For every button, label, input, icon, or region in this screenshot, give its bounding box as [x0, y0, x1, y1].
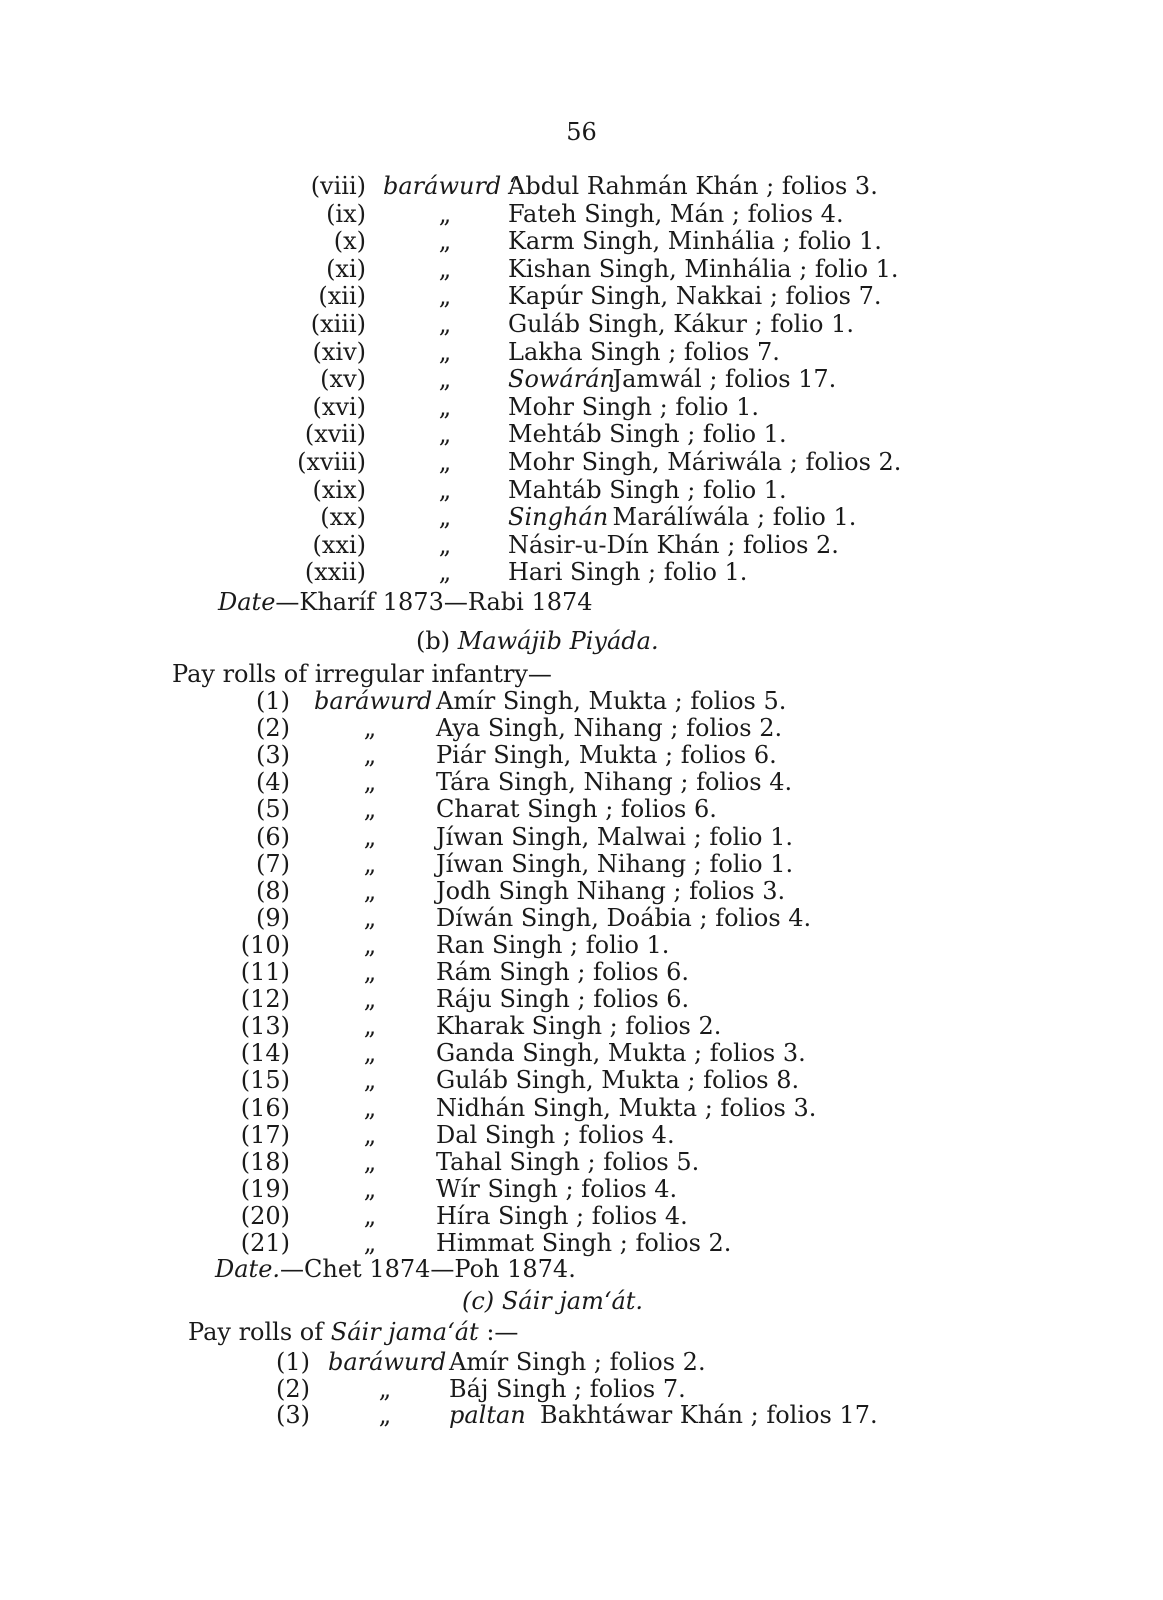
entry-row — [0, 365, 1163, 393]
entry-number: (2) — [256, 714, 290, 743]
entry-number: (xxii) — [304, 558, 366, 587]
ditto-mark: „ — [438, 448, 452, 476]
entry-name: Himmat Singh ; folios 2. — [436, 1229, 732, 1257]
entry-name: Báj Singh ; folios 7. — [449, 1374, 686, 1403]
entry-row — [0, 558, 1163, 586]
ditto-mark: „ — [363, 930, 377, 959]
entry-number: (6) — [256, 822, 290, 851]
ditto-mark: „ — [438, 503, 452, 532]
entry-number: (xx) — [320, 503, 366, 532]
entry-number: (5) — [256, 795, 290, 824]
entry-name: Charat Singh ; folios 6. — [436, 795, 717, 824]
heading-title: Mawájib Piyáda. — [457, 627, 659, 655]
ditto-mark: „ — [363, 1201, 377, 1230]
section-c-heading — [462, 1287, 643, 1315]
entry-name: Ran Singh ; folio 1. — [436, 930, 670, 959]
intro-italic: Sáir jama‘át — [330, 1318, 479, 1346]
intro-text: Pay rolls of — [188, 1318, 324, 1346]
entry-number: (xix) — [312, 475, 366, 504]
entry-row — [0, 1348, 1163, 1376]
entry-row — [0, 1401, 1163, 1429]
entry-number: (11) — [240, 958, 290, 986]
ditto-mark: „ — [363, 1229, 377, 1257]
entry-row — [0, 448, 1163, 476]
entry-row — [0, 795, 1163, 823]
ditto-mark: „ — [363, 1174, 377, 1203]
entry-name: Wír Singh ; folios 4. — [436, 1174, 678, 1203]
ditto-mark: „ — [438, 392, 452, 421]
section-b-intro: Pay rolls of irregular infantry— — [172, 660, 552, 688]
entry-name: Kishan Singh, Minhália ; folio 1. — [508, 254, 899, 283]
ditto-mark: „ — [363, 822, 377, 851]
entry-row — [0, 1012, 1163, 1040]
ditto-mark: „ — [438, 475, 452, 504]
entry-name: Jamwál ; folios 17. — [612, 365, 837, 394]
ditto-mark: „ — [438, 199, 452, 228]
entry-row — [0, 1094, 1163, 1122]
entry-name: Bakhtáwar Khán ; folios 17. — [540, 1401, 878, 1429]
entry-row — [0, 1202, 1163, 1230]
entry-number: (4) — [256, 768, 290, 797]
heading-number: (c) — [462, 1287, 495, 1315]
ditto-mark: „ — [363, 1147, 377, 1176]
entry-number: (9) — [256, 903, 290, 932]
entry-number: (21) — [240, 1229, 290, 1257]
entry-name: Ráju Singh ; folios 6. — [436, 985, 690, 1014]
entry-row — [0, 476, 1163, 504]
ditto-mark: „ — [363, 1120, 377, 1149]
ditto-mark: „ — [438, 282, 452, 311]
ditto-mark: „ — [363, 1093, 377, 1122]
entry-number: (3) — [256, 741, 290, 770]
entry-row — [0, 227, 1163, 255]
entry-name: Jíwan Singh, Nihang ; folio 1. — [436, 849, 794, 878]
ditto-mark: „ — [438, 365, 452, 394]
entry-row — [0, 823, 1163, 851]
ditto-mark: „ — [438, 420, 452, 449]
ditto-mark: „ — [438, 558, 452, 587]
entry-name: Nidhán Singh, Mukta ; folios 3. — [436, 1093, 817, 1122]
entry-row — [0, 338, 1163, 366]
entry-name: Hari Singh ; folio 1. — [508, 558, 748, 587]
entry-number: (8) — [256, 876, 290, 905]
entry-row — [0, 1066, 1163, 1094]
entry-name: Dal Singh ; folios 4. — [436, 1120, 675, 1149]
ditto-mark: „ — [363, 958, 377, 986]
date-text: —Kharíf 1873—Rabi 1874 — [275, 588, 593, 616]
entry-row — [0, 282, 1163, 310]
ditto-mark: „ — [363, 876, 377, 905]
date-label: Date. — [215, 1255, 281, 1283]
entry-number: (1) — [256, 687, 290, 715]
ditto-mark: „ — [363, 903, 377, 932]
ditto-mark: „ — [438, 530, 452, 559]
entry-number: (16) — [240, 1093, 290, 1122]
entry-prefix: baráwurd — [328, 1348, 447, 1376]
entry-name: Piár Singh, Mukta ; folios 6. — [436, 741, 777, 770]
entry-name: Marálíwála ; folio 1. — [612, 503, 857, 532]
entry-number: (17) — [240, 1120, 290, 1149]
ditto-mark: „ — [363, 1039, 377, 1068]
entry-number: (7) — [256, 849, 290, 878]
entry-name: Guláb Singh, Mukta ; folios 8. — [436, 1066, 800, 1095]
ditto-mark: „ — [438, 227, 452, 256]
entry-row — [0, 200, 1163, 228]
entry-row — [0, 1148, 1163, 1176]
entry-row — [0, 931, 1163, 959]
entry-row — [0, 741, 1163, 769]
entry-number: (xviii) — [297, 448, 366, 476]
ditto-mark: „ — [363, 1012, 377, 1041]
entry-number: (10) — [240, 930, 290, 959]
ditto-mark: „ — [363, 1066, 377, 1095]
entry-row — [0, 768, 1163, 796]
ditto-mark: „ — [378, 1374, 392, 1403]
date-line-b — [215, 1255, 576, 1283]
section-c-intro — [188, 1318, 518, 1346]
entry-number: (15) — [240, 1066, 290, 1095]
entry-number: (1) — [276, 1348, 310, 1376]
entry-number: (x) — [333, 227, 366, 256]
entry-name: Jíwan Singh, Malwai ; folio 1. — [436, 822, 793, 851]
entry-number: (3) — [276, 1401, 310, 1429]
entry-row — [0, 310, 1163, 338]
ditto-mark: „ — [363, 741, 377, 770]
ditto-mark: „ — [363, 714, 377, 743]
entry-name: Ganda Singh, Mukta ; folios 3. — [436, 1039, 806, 1068]
entry-number: (xv) — [320, 365, 366, 394]
entry-name: Tahal Singh ; folios 5. — [436, 1147, 700, 1176]
entry-name: Híra Singh ; folios 4. — [436, 1201, 688, 1230]
entry-name: Kharak Singh ; folios 2. — [436, 1012, 722, 1041]
ditto-mark: „ — [378, 1401, 392, 1429]
entry-name: Abdul Rahmán Khán ; folios 3. — [508, 172, 878, 200]
entry-name: Lakha Singh ; folios 7. — [508, 337, 780, 366]
entry-number: (xii) — [318, 282, 366, 311]
entry-row — [0, 420, 1163, 448]
entry-row — [0, 1175, 1163, 1203]
entry-name: Mohr Singh ; folio 1. — [508, 392, 759, 421]
entry-name: Fateh Singh, Mán ; folios 4. — [508, 199, 844, 228]
ditto-mark: „ — [363, 849, 377, 878]
entry-number: (19) — [240, 1174, 290, 1203]
entry-name: Kapúr Singh, Nakkai ; folios 7. — [508, 282, 882, 311]
entry-number: (13) — [240, 1012, 290, 1041]
entry-number: (18) — [240, 1147, 290, 1176]
ditto-mark: „ — [438, 310, 452, 338]
entry-prefix: baráwurd ‘ — [383, 172, 517, 200]
entry-row — [0, 958, 1163, 986]
entry-row — [0, 850, 1163, 878]
ditto-mark: „ — [438, 337, 452, 366]
entry-row — [0, 503, 1163, 531]
entry-row — [0, 1121, 1163, 1149]
entry-number: (xvi) — [312, 392, 366, 421]
entry-row — [0, 1039, 1163, 1067]
entry-row — [0, 393, 1163, 421]
entry-name: Díwán Singh, Doábia ; folios 4. — [436, 903, 812, 932]
entry-name: Mohr Singh, Máriwála ; folios 2. — [508, 448, 902, 476]
entry-row — [0, 1375, 1163, 1403]
entry-name: Rám Singh ; folios 6. — [436, 958, 690, 986]
heading-number: (b) — [416, 627, 451, 655]
intro-punct: :— — [486, 1318, 519, 1346]
entry-row — [0, 687, 1163, 715]
entry-row — [0, 714, 1163, 742]
ditto-mark: „ — [363, 985, 377, 1014]
entry-number: (xvii) — [304, 420, 366, 449]
entry-name-italic: paltan — [449, 1401, 526, 1429]
page-number: 56 — [566, 118, 597, 146]
entry-number: (2) — [276, 1374, 310, 1403]
entry-name: Tára Singh, Nihang ; folios 4. — [436, 768, 793, 797]
heading-title: Sáir jam‘át. — [501, 1287, 644, 1315]
date-line-a — [218, 588, 593, 616]
entry-name: Amír Singh, Mukta ; folios 5. — [436, 687, 787, 715]
entry-prefix: baráwurd — [314, 687, 433, 715]
entry-number: (xxi) — [312, 530, 366, 559]
entry-name: Amír Singh ; folios 2. — [449, 1348, 706, 1376]
entry-name: Aya Singh, Nihang ; folios 2. — [436, 714, 783, 743]
entry-name: Násir-u-Dín Khán ; folios 2. — [508, 530, 839, 559]
entry-name: Karm Singh, Minhália ; folio 1. — [508, 227, 882, 256]
entry-row — [0, 1229, 1163, 1257]
entry-number: (20) — [240, 1201, 290, 1230]
entry-row — [0, 985, 1163, 1013]
entry-number: (viii) — [310, 172, 366, 200]
entry-number: (xiii) — [310, 310, 366, 338]
ditto-mark: „ — [363, 795, 377, 824]
date-label: Date — [218, 588, 276, 616]
entry-number: (14) — [240, 1039, 290, 1068]
entry-name: Guláb Singh, Kákur ; folio 1. — [508, 310, 854, 338]
date-text: —Chet 1874—Poh 1874. — [280, 1255, 576, 1283]
entry-row — [0, 255, 1163, 283]
entry-number: (xiv) — [312, 337, 366, 366]
ditto-mark: „ — [438, 254, 452, 283]
entry-number: (12) — [240, 985, 290, 1014]
entry-name-italic: Sowárán — [508, 365, 615, 394]
entry-name: Mehtáb Singh ; folio 1. — [508, 420, 787, 449]
ditto-mark: „ — [363, 768, 377, 797]
entry-name-italic: Singhán — [508, 503, 609, 532]
section-b-heading — [416, 627, 659, 655]
entry-row — [0, 172, 1163, 200]
entry-row — [0, 904, 1163, 932]
entry-number: (ix) — [326, 199, 366, 228]
entry-number: (xi) — [326, 254, 366, 283]
entry-row — [0, 877, 1163, 905]
entry-name: Jodh Singh Nihang ; folios 3. — [436, 876, 786, 905]
entry-name: Mahtáb Singh ; folio 1. — [508, 475, 787, 504]
entry-row — [0, 531, 1163, 559]
